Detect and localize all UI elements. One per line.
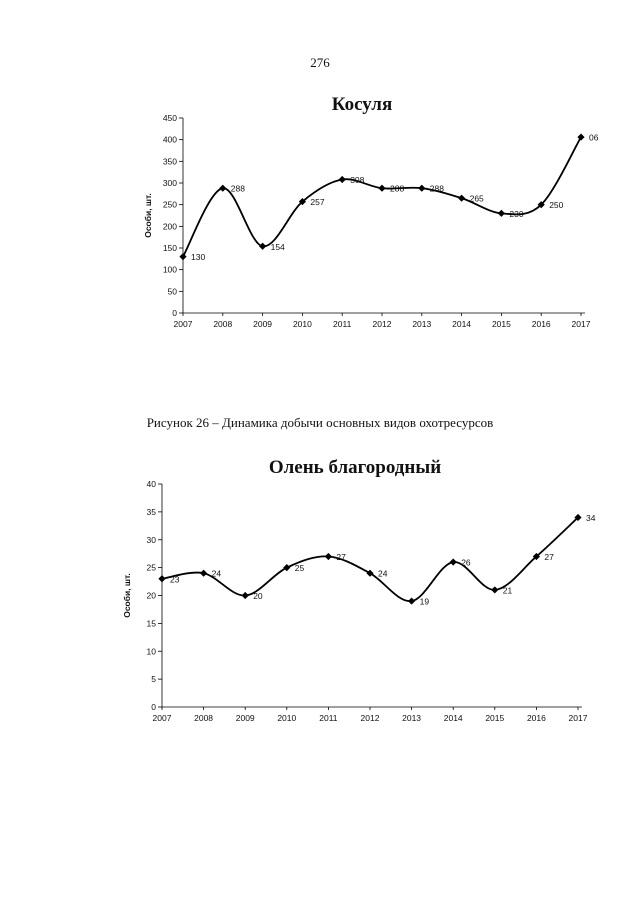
data-label: 20 (253, 591, 263, 601)
data-label: 288 (429, 183, 444, 194)
x-tick-label: 2016 (531, 319, 551, 329)
y-axis-title: Особи, шт. (143, 193, 153, 238)
y-tick-label: 250 (162, 199, 177, 210)
data-label: 308 (350, 175, 365, 186)
y-tick-label: 15 (146, 618, 156, 629)
data-label: 27 (336, 551, 346, 562)
y-tick-label: 200 (162, 221, 177, 232)
y-tick-label: 25 (146, 562, 156, 573)
data-label: 26 (461, 557, 471, 568)
data-label: 230 (509, 208, 524, 219)
y-tick-label: 100 (162, 264, 177, 275)
x-tick-label: 2014 (452, 319, 472, 329)
data-label: 130 (191, 252, 206, 263)
y-tick-label: 0 (172, 308, 177, 318)
y-tick-label: 5 (151, 674, 156, 685)
x-tick-label: 2011 (319, 713, 338, 723)
x-tick-label: 2007 (152, 713, 172, 723)
chart-title-roe-deer: Косуля (331, 94, 393, 115)
x-tick-label: 2012 (372, 319, 392, 329)
series-line (162, 517, 578, 601)
y-axis-title: Особи, шт. (122, 573, 132, 618)
data-label: 288 (230, 183, 245, 194)
data-label: 25 (294, 563, 305, 574)
data-point-marker (242, 592, 249, 599)
x-tick-label: 2011 (333, 319, 352, 329)
x-tick-label: 2013 (412, 319, 432, 329)
x-tick-label: 2015 (485, 713, 505, 723)
x-tick-label: 2014 (443, 713, 463, 723)
data-point-marker (158, 575, 165, 582)
figure-caption: Рисунок 26 – Динамика добычи основных видов охотресурсов (146, 415, 494, 430)
y-tick-label: 20 (146, 590, 156, 601)
data-point-marker (491, 586, 498, 593)
x-tick-label: 2015 (491, 319, 511, 329)
data-label: 27 (544, 551, 554, 562)
x-tick-label: 2007 (173, 319, 193, 329)
data-label: 257 (310, 197, 325, 208)
x-tick-label: 2008 (194, 713, 214, 723)
data-label: 265 (469, 193, 484, 204)
data-label: 21 (502, 585, 513, 596)
chart-title-red-deer: Олень благородный (268, 457, 442, 478)
data-point-marker (408, 597, 415, 604)
x-tick-label: 2010 (292, 319, 312, 329)
y-tick-label: 40 (146, 479, 156, 489)
y-tick-label: 350 (162, 156, 177, 167)
data-point-marker (200, 570, 207, 577)
y-tick-label: 30 (146, 534, 156, 545)
data-label: 34 (586, 512, 596, 523)
y-tick-label: 0 (151, 702, 156, 712)
x-tick-label: 2012 (360, 713, 380, 723)
data-label: 23 (170, 574, 180, 585)
x-tick-label: 2017 (568, 713, 588, 723)
data-label: 250 (549, 200, 564, 211)
y-tick-label: 10 (146, 646, 156, 657)
data-label: 154 (270, 241, 285, 252)
y-tick-label: 50 (167, 286, 177, 297)
data-label: 06 (589, 132, 599, 143)
data-point-marker (283, 564, 290, 571)
y-tick-label: 35 (146, 506, 156, 517)
x-tick-label: 2016 (526, 713, 546, 723)
data-point-marker (450, 558, 457, 565)
y-tick-label: 150 (162, 243, 177, 253)
y-tick-label: 450 (162, 113, 177, 123)
page-number: 276 (310, 55, 330, 70)
x-tick-label: 2009 (253, 319, 273, 329)
x-tick-label: 2013 (402, 713, 422, 723)
data-label: 19 (419, 596, 430, 607)
x-tick-label: 2017 (571, 319, 591, 329)
x-tick-label: 2010 (277, 713, 297, 723)
data-label: 24 (378, 568, 388, 579)
data-point-marker (325, 553, 332, 560)
y-tick-label: 400 (162, 134, 177, 145)
x-tick-label: 2008 (213, 319, 233, 329)
y-tick-label: 300 (162, 178, 177, 188)
data-label: 24 (211, 568, 222, 579)
x-tick-label: 2009 (235, 713, 255, 723)
data-label: 288 (390, 183, 405, 194)
